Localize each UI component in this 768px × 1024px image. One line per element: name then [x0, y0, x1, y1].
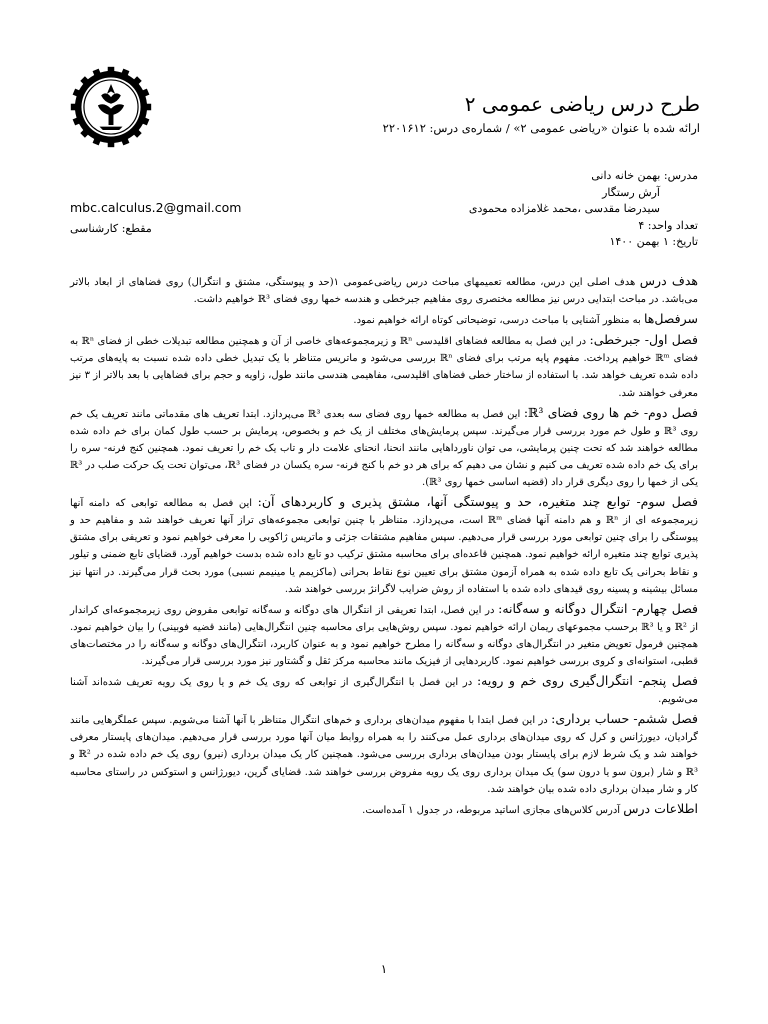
units-row — [398, 218, 698, 235]
section-heading: فصل چهارم- انتگرال دوگانه و سه‌گانه: — [498, 600, 699, 616]
instructor-name: بهمن خانه دانی — [591, 169, 661, 182]
instructor-name: آرش رستگار — [602, 185, 660, 199]
contact-email[interactable]: mbc.calculus.2@gmail.com — [70, 200, 242, 215]
page-number: ۱ — [380, 962, 388, 976]
level-label: مقطع: — [121, 222, 152, 235]
section-text: در این فصل، ابتدا تعریفی از انتگرال های دوگانه و سه‌گانه توابعی مفروض روی زیرمجموعه‌ای کراندار از ℝ² و یا ℝ³ برحسب مجموعهای ریمان ارائه خواهیم نمود. سپس روش‌هایی برای محاسبه چنین انتگرال‌هایی (مانند قضیه فوبینی) را بیان خواهیم نمود. همچنین فرمول تعویض متغیر در انتگرال‌های دوگانه و سه‌گانه را مطرح خواهیم نمود و به عنوان کاربرد، انتگرال‌های دوگانه و سه‌گانه را در مختصات‌های قطبی، استوانه‌ای و کروی بررسی خواهیم نمود. کاربردهایی از فیزیک مانند محاسبه مرکز ثقل و گشتاور نیز مورد بررسی قرار می‌گیرند. — [70, 604, 698, 667]
units-value: ۴ — [638, 218, 645, 232]
section-text: آدرس کلاس‌های مجازی اساتید مربوطه، در جدول ۱ آمده‌است. — [362, 804, 621, 816]
instructor-name: سیدرضا مقدسی ،محمد غلامزاده محمودی — [468, 202, 660, 215]
document-subtitle: ارائه شده با عنوان «ریاضی عمومی ۲» / شماره‌ی درس: ۲۲۰۱۶۱۲ — [382, 121, 700, 135]
section-text: این فصل به مطالعه خمها روی فضای سه بعدی ℝ³ می‌پردازد. ابتدا تعریف های مقدماتی مانند تعریف یک خم روی ℝ³ و طول خم مورد بررسی قرار می‌گیرند. سپس پرمایش‌های مختلف از یک خم و بخصوص، پرمایش بر حسب طول کمان برای خم داده شده مطالعه خواهند شد که تحت چنین پرمایشی، می توان ناورداهایی مانند انحنا، انحنای علامت دار و تاب یک خم را تعریف نمود. همچنین کنج فرنه- سره را برای یک خم داده شده تعریف می کنیم و نشان می دهیم که برای هر دو خم با کنج فرنه- سره یکسان در فضای ℝ³، می‌توان تحت یک حرکت صلب در ℝ³ یکی از خمها را روی دیگری قرار داد (قضیه اساسی خمها روی ℝ³). — [70, 408, 698, 489]
instructor-row — [398, 201, 698, 218]
date-row — [398, 234, 698, 251]
section-heading: اطلاعات درس — [623, 800, 698, 816]
section-text: هدف اصلی این درس، مطالعه تعمیمهای مباحث درس ریاضی‌عمومی ۱(حد و پیوستگی، مشتق و انتگرال) روی فضاهای از ابعاد بالاتر می‌باشد. در مباحث ابتدایی درس نیز مطالعه مختصری روی مفاهیم جبرخطی و هندسه خمها روی فضای ℝ³ خواهیم داشت. — [70, 277, 698, 306]
university-seal-icon — [70, 66, 152, 148]
section-heading: فصل ششم- حساب برداری: — [551, 711, 698, 727]
document-title: طرح درس ریاضی عمومی ۲ — [464, 92, 700, 116]
section-text: در این فصل با انتگرال‌گیری از توابعی که روی یک خم و یا روی یک رویه تعریف شده‌اند آشنا می‌شویم. — [70, 677, 698, 706]
section-paragraph — [70, 672, 698, 708]
section-heading: فصل سوم- توابع چند متغیره، حد و پیوستگی آنها، مشتق پذیری و کاربردهای آن: — [257, 494, 698, 510]
section-paragraph — [70, 710, 698, 797]
section-heading: سرفصل‌ها — [643, 311, 698, 327]
section-paragraph — [70, 600, 698, 670]
section-paragraph — [70, 272, 698, 308]
course-description — [70, 272, 698, 819]
instructor-row — [398, 168, 698, 185]
units-label: تعداد واحد: — [647, 218, 698, 232]
section-text: به منظور آشنایی با مباحث درسی، توضیحاتی کوتاه ارائه خواهیم نمود. — [353, 315, 641, 327]
instructor-label: مدرس: — [663, 169, 698, 182]
course-info — [398, 168, 698, 251]
section-heading: فصل دوم- خم ها روی فضای ℝ³: — [523, 404, 698, 420]
instructor-row — [398, 185, 698, 202]
section-paragraph — [70, 800, 698, 819]
section-heading: فصل اول- جبرخطی: — [589, 332, 698, 348]
section-text: در این فصل به مطالعه فضاهای اقلیدسی ℝⁿ و زیرمجموعه‌های خاصی از آن و همچنین مطالعه تبدیلات خطی از فضای ℝⁿ به فضای ℝᵐ خواهیم پرداخت. مفهوم پایه مرتب برای فضای ℝⁿ بررسی می‌شود و ماتریس متناظر با یک تبدیل خطی داده شده نسبت به پایه‌های مرتب داده شده تعریف خواهد شد. با استفاده از ساختار خطی فضاهای اقلیدسی، مفاهیمی هندسی مانند طول، زاویه و حجم برای فضاهایی با بعد بالاتر از ۳ نیز معرفی خواهند شد. — [70, 336, 699, 399]
date-label: تاریخ: — [672, 235, 698, 248]
section-paragraph — [70, 493, 698, 598]
level-value: کارشناسی — [70, 222, 119, 235]
section-text: در این فصل ابتدا با مفهوم میدان‌های برداری و خم‌های انتگرال متناظر با آنها آشنا می‌شویم. سپس عملگرهایی مانند گرادیان، دیورژانس و کرل که روی میدان‌های برداری عمل می‌کنند را به همراه روابط میان آنها مورد بررسی قرار می‌دهیم. میدان‌های پایستار معرفی خواهند شد و یک شرط لازم برای پایستار بودن میدان‌های برداری بررسی می‌شود. همچنین کار یک میدان برداری (نیرو) روی یک خم داده شده در ℝ² و ℝ³ و شار (برون سو یا درون سو) یک میدان برداری روی یک رویه مفروض بررسی خواهند شد. قضایای گرین، دیورژانس و استوکس در راستای محاسبه کار و شار میدان برداری داده شده بیان خواهند شد. — [70, 715, 699, 795]
section-paragraph — [70, 310, 698, 329]
section-heading: هدف درس — [639, 273, 699, 288]
date-value: ۱ بهمن ۱۴۰۰ — [609, 235, 669, 248]
level-row — [70, 222, 152, 235]
section-paragraph — [70, 331, 698, 401]
section-text: این فصل به مطالعه توابعی که دامنه آنها زیرمجموعه ای از ℝⁿ و هم دامنه آنها فضای ℝᵐ است، می‌پردازد. متناظر با چنین توابعی مجموعه‌های تراز آنها تعریف خواهند شد و مفاهیم حد و پیوستگی را برای چنین توابعی مورد بررسی قرار می‌دهیم. سپس مفاهیم مشتقات جزئی و ماتریس ژاکوبی را معرفی خواهیم نمود و تعریفی برای مشتق پذیری توابع چند متغیره ارائه خواهیم نمود. همچنین قاعده‌ای برای محاسبه مشتق ترکیب دو تابع داده شده بدست خواهیم آورد. قضایای تابع ضمنی و تیلور و نقاط بحرانی یک تابع داده شده به همراه آزمون مشتق برای تعیین نوع نقاط بحرانی (ماکزیمم یا مینیمم نسبی) مورد بحث قرار می‌گیرند. در انتها نیز مسائل بیشینه و پسینه روی قیدهای داده شده با استفاده از روش ضرایب لاگرانژ بررسی خواهند شد. — [70, 498, 699, 595]
section-paragraph — [70, 404, 698, 491]
section-heading: فصل پنجم- انتگرال‌گیری روی خم و رویه: — [476, 673, 699, 689]
